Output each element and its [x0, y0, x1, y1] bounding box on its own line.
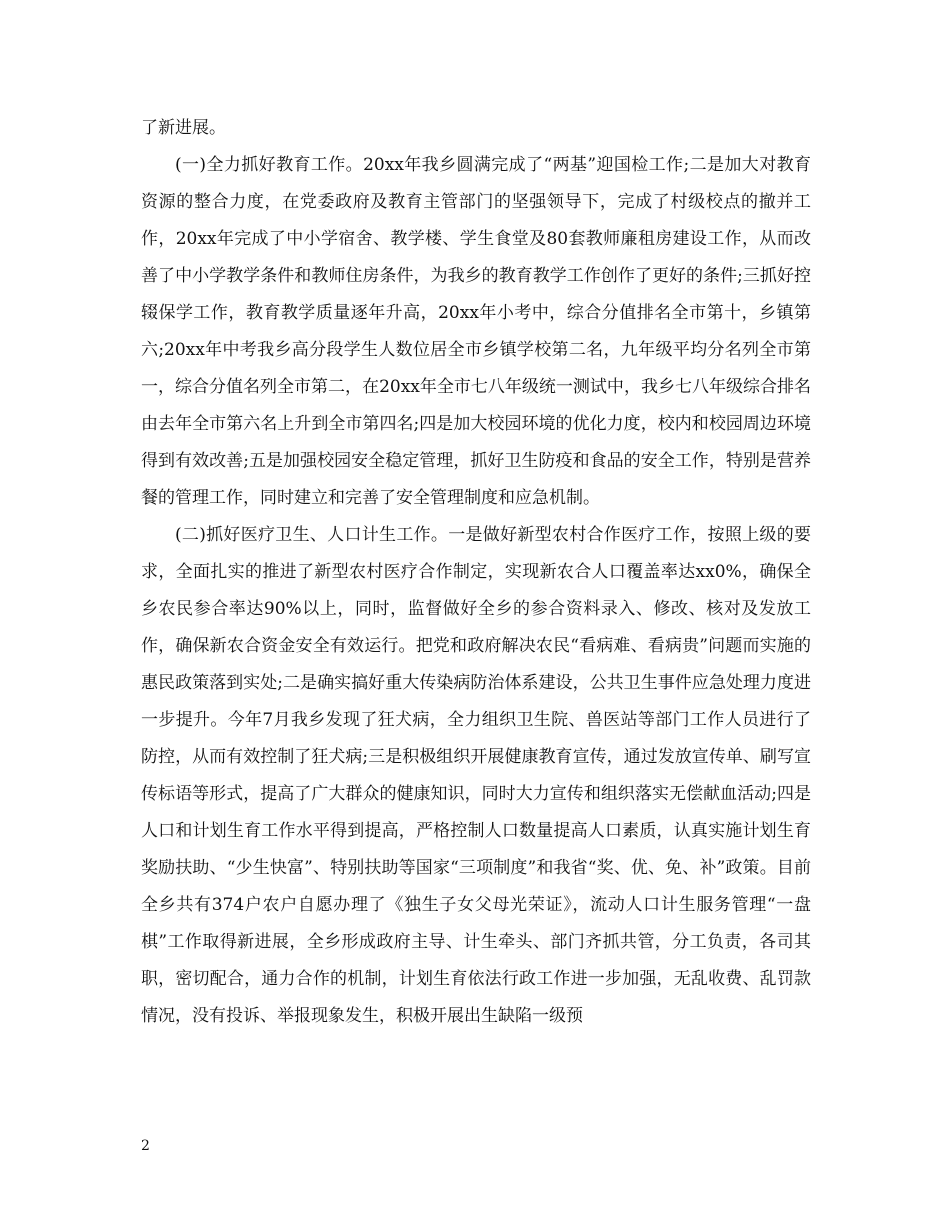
paragraph-education-work: (一)全力抓好教育工作。20xx年我乡圆满完成了“两基”迎国检工作;二是加大对教育资源的整合力度，在党委政府及教育主管部门的坚强领导下，完成了村级校点的撤并工作，20xx年完成了中小学宿舍、教学楼、学生食堂及80套教师廉租房建设工作，从而改善了中小学教学条件和教师住房条件，为我乡的教育教学工作创作了更好的条件;三抓好控辍保学工作，教育教学质量逐年升高，20xx年小考中，综合分值排名全市第十，乡镇第六;20xx年中考我乡高分段学生人数位居全市乡镇学校第二名，九年级平均分名列全市第一，综合分值名列全市第二，在20xx年全市七八年级统一测试中，我乡七八年级综合排名由去年全市第六名上升到全市第四名;四是加大校园环境的优化力度，校内和校园周边环境得到有效改善;五是加强校园安全稳定管理，抓好卫生防疫和食品的安全工作，特别是营养餐的管理工作，同时建立和完善了安全管理制度和应急机制。	[141, 155, 811, 508]
page-number: 2	[141, 1138, 150, 1154]
paragraph-continuation: 了新进展。	[141, 118, 226, 138]
paragraph-health-family-planning: (二)抓好医疗卫生、人口计生工作。一是做好新型农村合作医疗工作，按照上级的要求，全面扎实的推进了新型农村医疗合作制定，实现新农合人口覆盖率达xx0%，确保全乡农民参合率达90%以上，同时，监督做好全乡的参合资料录入、修改、核对及发放工作，确保新农合资金安全有效运行。把党和政府解决农民“看病难、看病贵”问题而实施的惠民政策落到实处;二是确实搞好重大传染病防治体系建设，公共卫生事件应急处理力度进一步提升。今年7月我乡发现了狂犬病，全力组织卫生院、兽医站等部门工作人员进行了防控，从而有效控制了狂犬病;三是积极组织开展健康教育宣传，通过发放宣传单、刷写宣传标语等形式，提高了广大群众的健康知识，同时大力宣传和组织落实无偿献血活动;四是人口和计划生育工作水平得到提高，严格控制人口数量提高人口素质，认真实施计划生育奖励扶助、“少生快富”、特别扶助等国家“三项制度”和我省“奖、优、免、补”政策。目前全乡共有374户农户自愿办理了《独生子女父母光荣证》，流动人口计生服务管理“一盘棋”工作取得新进展，全乡形成政府主导、计生牵头、部门齐抓共管，分工负责，各司其职，密切配合，通力合作的机制，计划生育依法行政工作进一步加强，无乱收费、乱罚款情况，没有投诉、举报现象发生，积极开展出生缺陷一级预	[141, 525, 811, 1026]
document-body	[141, 110, 811, 1035]
